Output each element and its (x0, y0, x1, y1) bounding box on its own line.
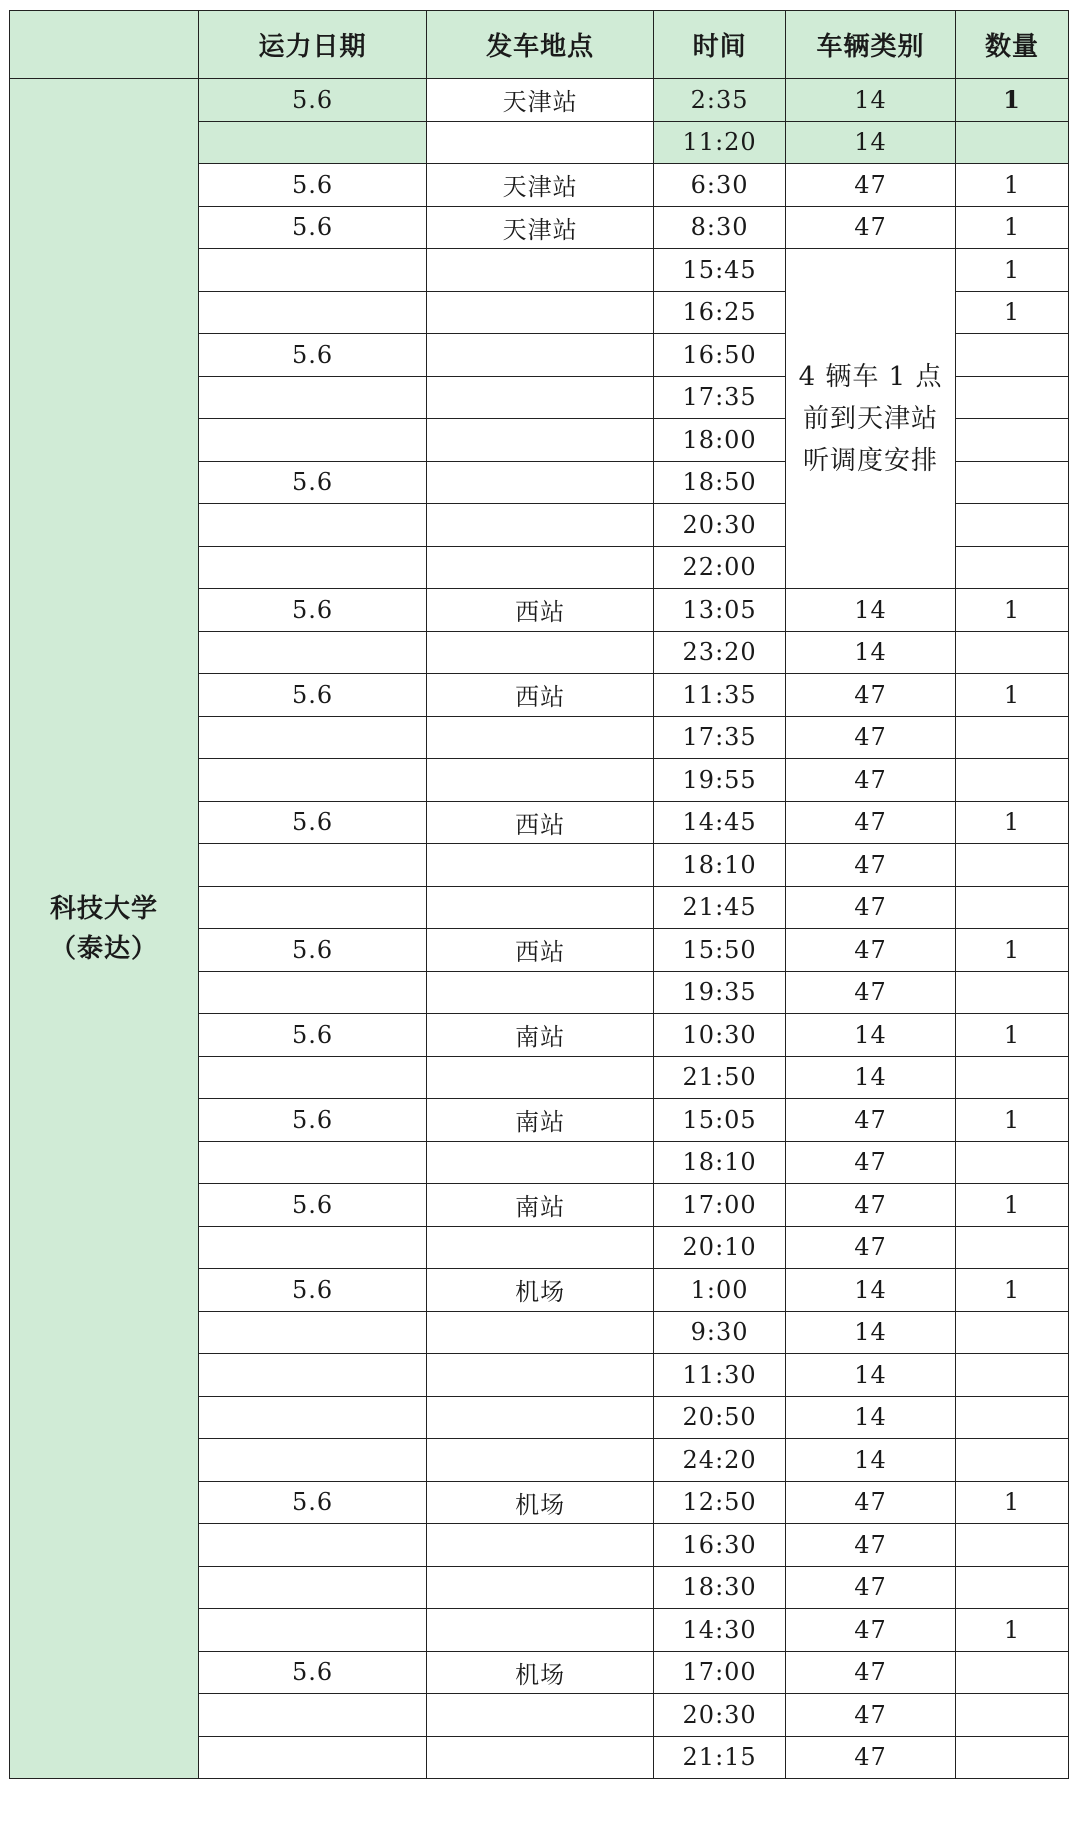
time-cell: 12:50 (654, 1481, 786, 1524)
vehicle-cell: 47 (786, 759, 956, 802)
place-cell (427, 291, 654, 334)
vehicle-cell: 14 (786, 79, 956, 122)
place-cell: 西站 (427, 801, 654, 844)
date-cell (198, 1226, 426, 1269)
time-cell: 13:05 (654, 589, 786, 632)
time-cell: 18:10 (654, 1141, 786, 1184)
date-cell (198, 1311, 426, 1354)
qty-cell (956, 631, 1069, 674)
place-cell (427, 971, 654, 1014)
date-cell: 5.6 (198, 929, 426, 972)
qty-cell (956, 376, 1069, 419)
time-cell: 15:50 (654, 929, 786, 972)
place-cell: 天津站 (427, 164, 654, 207)
date-cell: 5.6 (198, 674, 426, 717)
qty-cell (956, 1354, 1069, 1397)
qty-cell (956, 461, 1069, 504)
vehicle-cell: 47 (786, 1184, 956, 1227)
date-cell (198, 844, 426, 887)
qty-cell: 1 (956, 291, 1069, 334)
vehicle-cell: 14 (786, 1311, 956, 1354)
date-cell: 5.6 (198, 164, 426, 207)
place-cell (427, 334, 654, 377)
vehicle-cell: 47 (786, 206, 956, 249)
qty-cell (956, 1566, 1069, 1609)
vehicle-cell: 14 (786, 589, 956, 632)
time-cell: 17:35 (654, 716, 786, 759)
qty-cell (956, 716, 1069, 759)
time-cell: 24:20 (654, 1439, 786, 1482)
time-cell: 11:20 (654, 121, 786, 164)
date-cell (198, 121, 426, 164)
date-cell (198, 1566, 426, 1609)
qty-cell: 1 (956, 1609, 1069, 1652)
date-cell (198, 1736, 426, 1779)
date-cell: 5.6 (198, 1481, 426, 1524)
place-cell: 南站 (427, 1099, 654, 1142)
date-cell (198, 1524, 426, 1567)
place-cell (427, 1609, 654, 1652)
date-cell (198, 1354, 426, 1397)
place-cell: 西站 (427, 589, 654, 632)
qty-cell (956, 1141, 1069, 1184)
place-cell (427, 1566, 654, 1609)
time-cell: 15:05 (654, 1099, 786, 1142)
vehicle-cell: 14 (786, 1396, 956, 1439)
qty-cell (956, 1651, 1069, 1694)
place-cell (427, 716, 654, 759)
time-cell: 21:50 (654, 1056, 786, 1099)
date-cell (198, 291, 426, 334)
place-cell (427, 1226, 654, 1269)
vehicle-cell: 47 (786, 1099, 956, 1142)
date-cell: 5.6 (198, 1184, 426, 1227)
qty-cell: 1 (956, 801, 1069, 844)
vehicle-cell: 47 (786, 801, 956, 844)
place-cell (427, 1311, 654, 1354)
date-cell (198, 886, 426, 929)
place-cell: 机场 (427, 1651, 654, 1694)
qty-cell (956, 1226, 1069, 1269)
place-cell: 天津站 (427, 79, 654, 122)
time-cell: 16:50 (654, 334, 786, 377)
qty-cell (956, 546, 1069, 589)
qty-cell (956, 334, 1069, 377)
header-place: 发车地点 (427, 11, 654, 79)
time-cell: 11:30 (654, 1354, 786, 1397)
date-cell (198, 546, 426, 589)
qty-cell: 1 (956, 164, 1069, 207)
vehicle-cell: 47 (786, 1651, 956, 1694)
date-cell (198, 249, 426, 292)
time-cell: 21:15 (654, 1736, 786, 1779)
vehicle-cell: 47 (786, 1736, 956, 1779)
date-cell (198, 1694, 426, 1737)
place-cell (427, 376, 654, 419)
place-cell (427, 546, 654, 589)
qty-cell: 1 (956, 206, 1069, 249)
date-cell: 5.6 (198, 1014, 426, 1057)
time-cell: 1:00 (654, 1269, 786, 1312)
vehicle-cell: 14 (786, 631, 956, 674)
date-cell: 5.6 (198, 334, 426, 377)
header-qty: 数量 (956, 11, 1069, 79)
place-cell (427, 1354, 654, 1397)
vehicle-cell: 47 (786, 1481, 956, 1524)
place-cell (427, 1439, 654, 1482)
vehicle-cell: 47 (786, 1141, 956, 1184)
time-cell: 14:30 (654, 1609, 786, 1652)
time-cell: 8:30 (654, 206, 786, 249)
place-cell (427, 1524, 654, 1567)
time-cell: 6:30 (654, 164, 786, 207)
table-row (10, 79, 1069, 122)
time-cell: 20:10 (654, 1226, 786, 1269)
time-cell: 18:50 (654, 461, 786, 504)
qty-cell (956, 419, 1069, 462)
time-cell: 17:00 (654, 1184, 786, 1227)
qty-cell: 1 (956, 249, 1069, 292)
time-cell: 18:00 (654, 419, 786, 462)
header-row (10, 11, 1069, 79)
place-cell (427, 1056, 654, 1099)
site-cell (10, 79, 199, 1779)
qty-cell: 1 (956, 589, 1069, 632)
qty-cell (956, 1056, 1069, 1099)
qty-cell: 1 (956, 674, 1069, 717)
date-cell (198, 419, 426, 462)
place-cell (427, 504, 654, 547)
vehicle-cell: 47 (786, 844, 956, 887)
qty-cell: 1 (956, 1481, 1069, 1524)
qty-cell (956, 1311, 1069, 1354)
vehicle-cell: 47 (786, 716, 956, 759)
site-name: 科技大学 (49, 893, 158, 924)
vehicle-cell: 14 (786, 1056, 956, 1099)
date-cell: 5.6 (198, 589, 426, 632)
place-cell: 西站 (427, 674, 654, 717)
time-cell: 10:30 (654, 1014, 786, 1057)
date-cell: 5.6 (198, 1269, 426, 1312)
time-cell: 15:45 (654, 249, 786, 292)
vehicle-cell: 47 (786, 929, 956, 972)
place-cell: 南站 (427, 1014, 654, 1057)
place-cell: 机场 (427, 1481, 654, 1524)
date-cell (198, 376, 426, 419)
time-cell: 20:30 (654, 1694, 786, 1737)
qty-cell (956, 1694, 1069, 1737)
vehicle-cell: 47 (786, 1694, 956, 1737)
date-cell: 5.6 (198, 461, 426, 504)
qty-cell (956, 121, 1069, 164)
header-time: 时间 (654, 11, 786, 79)
time-cell: 11:35 (654, 674, 786, 717)
time-cell: 22:00 (654, 546, 786, 589)
date-cell (198, 631, 426, 674)
qty-cell (956, 504, 1069, 547)
time-cell: 18:10 (654, 844, 786, 887)
place-cell (427, 759, 654, 802)
vehicle-cell: 14 (786, 1439, 956, 1482)
time-cell: 16:25 (654, 291, 786, 334)
date-cell: 5.6 (198, 206, 426, 249)
time-cell: 14:45 (654, 801, 786, 844)
date-cell: 5.6 (198, 1099, 426, 1142)
date-cell (198, 1439, 426, 1482)
time-cell: 2:35 (654, 79, 786, 122)
qty-cell: 1 (956, 1099, 1069, 1142)
qty-cell: 1 (956, 1014, 1069, 1057)
vehicle-cell: 47 (786, 164, 956, 207)
place-cell: 天津站 (427, 206, 654, 249)
qty-cell: 1 (956, 1184, 1069, 1227)
date-cell: 5.6 (198, 79, 426, 122)
vehicle-cell: 47 (786, 1524, 956, 1567)
qty-cell (956, 1524, 1069, 1567)
qty-cell (956, 844, 1069, 887)
vehicle-cell: 47 (786, 674, 956, 717)
place-cell (427, 886, 654, 929)
qty-cell: 1 (956, 929, 1069, 972)
vehicle-cell: 14 (786, 121, 956, 164)
time-cell: 9:30 (654, 1311, 786, 1354)
date-cell (198, 1609, 426, 1652)
qty-cell (956, 886, 1069, 929)
place-cell (427, 1736, 654, 1779)
site-subname: （泰达） (49, 933, 158, 964)
place-cell: 西站 (427, 929, 654, 972)
vehicle-cell: 47 (786, 886, 956, 929)
place-cell (427, 249, 654, 292)
place-cell (427, 1141, 654, 1184)
place-cell: 南站 (427, 1184, 654, 1227)
vehicle-cell: 47 (786, 971, 956, 1014)
vehicle-cell: 47 (786, 1226, 956, 1269)
place-cell (427, 461, 654, 504)
date-cell (198, 1141, 426, 1184)
date-cell (198, 759, 426, 802)
date-cell (198, 716, 426, 759)
time-cell: 20:30 (654, 504, 786, 547)
date-cell: 5.6 (198, 1651, 426, 1694)
place-cell (427, 1396, 654, 1439)
date-cell (198, 1396, 426, 1439)
qty-cell (956, 1439, 1069, 1482)
dispatch-note: 4 辆车 1 点前到天津站听调度安排 (786, 249, 956, 589)
place-cell (427, 844, 654, 887)
place-cell (427, 1694, 654, 1737)
qty-cell (956, 1736, 1069, 1779)
qty-cell (956, 759, 1069, 802)
header-corner (10, 11, 199, 79)
time-cell: 19:35 (654, 971, 786, 1014)
header-date: 运力日期 (198, 11, 426, 79)
place-cell (427, 121, 654, 164)
qty-cell: 1 (956, 1269, 1069, 1312)
vehicle-cell: 14 (786, 1354, 956, 1397)
schedule-table (9, 10, 1069, 1779)
place-cell (427, 419, 654, 462)
time-cell: 19:55 (654, 759, 786, 802)
time-cell: 18:30 (654, 1566, 786, 1609)
time-cell: 20:50 (654, 1396, 786, 1439)
header-vehicle: 车辆类别 (786, 11, 956, 79)
qty-cell: 1 (956, 79, 1069, 122)
time-cell: 21:45 (654, 886, 786, 929)
vehicle-cell: 14 (786, 1014, 956, 1057)
qty-cell (956, 1396, 1069, 1439)
place-cell: 机场 (427, 1269, 654, 1312)
time-cell: 23:20 (654, 631, 786, 674)
schedule-body (10, 79, 1069, 1779)
time-cell: 17:35 (654, 376, 786, 419)
vehicle-cell: 47 (786, 1566, 956, 1609)
place-cell (427, 631, 654, 674)
date-cell (198, 971, 426, 1014)
vehicle-cell: 14 (786, 1269, 956, 1312)
time-cell: 16:30 (654, 1524, 786, 1567)
date-cell (198, 504, 426, 547)
time-cell: 17:00 (654, 1651, 786, 1694)
vehicle-cell: 47 (786, 1609, 956, 1652)
date-cell (198, 1056, 426, 1099)
qty-cell (956, 971, 1069, 1014)
date-cell: 5.6 (198, 801, 426, 844)
